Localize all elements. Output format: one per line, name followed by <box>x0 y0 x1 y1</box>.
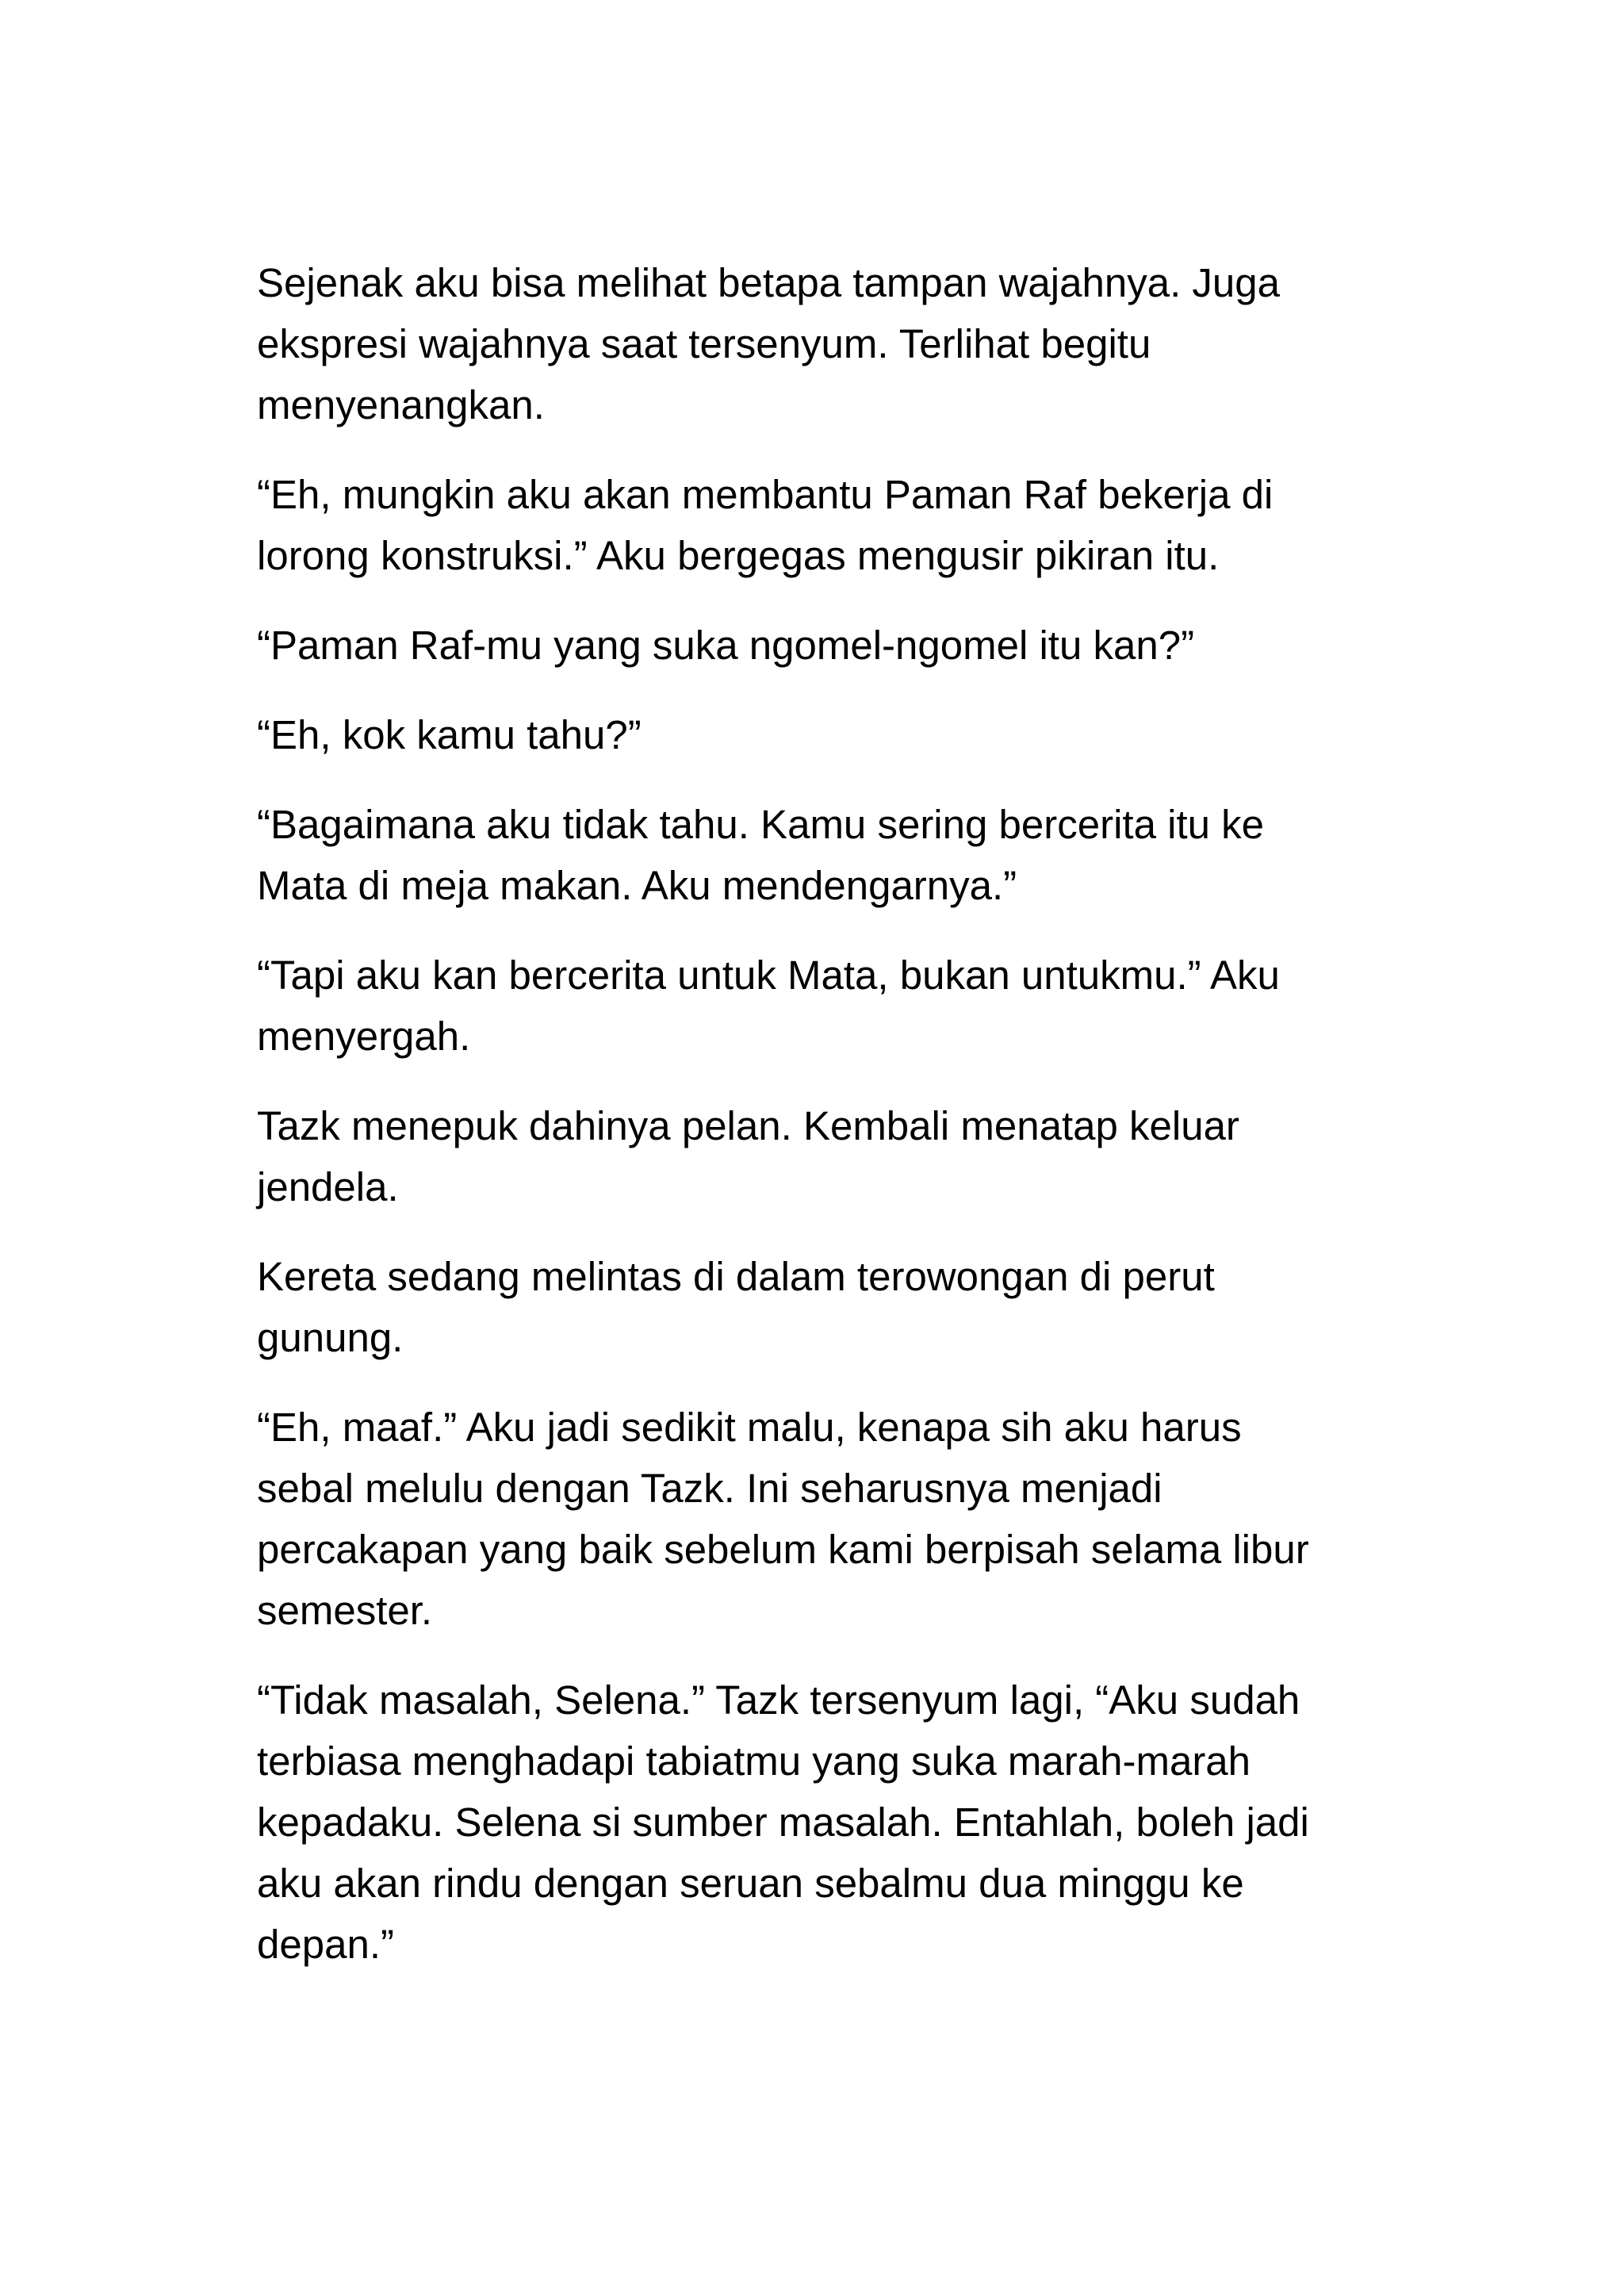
paragraph: “Tapi aku kan bercerita untuk Mata, bukan untukmu.” Aku menyergah. <box>257 953 1280 1059</box>
paragraph: “Eh, mungkin aku akan membantu Paman Raf bekerja di lorong konstruksi.” Aku bergegas mengusir pikiran itu. <box>257 472 1274 578</box>
paragraph: “Eh, kok kamu tahu?” <box>257 712 642 757</box>
paragraph: “Paman Raf-mu yang suka ngomel-ngomel itu kan?” <box>257 623 1195 668</box>
paragraph: Sejenak aku bisa melihat betapa tampan wajahnya. Juga ekspresi wajahnya saat tersenyum. Terlihat begitu menyenangkan. <box>257 260 1281 427</box>
paragraph: “Bagaimana aku tidak tahu. Kamu sering bercerita itu ke Mata di meja makan. Aku mendengarnya.” <box>257 802 1265 908</box>
paragraph: “Tidak masalah, Selena.” Tazk tersenyum lagi, “Aku sudah terbiasa menghadapi tabiatmu yang suka marah-marah kepadaku. Selena si sumber masalah. Entahlah, boleh jadi aku akan rindu dengan seruan sebalmu dua minggu ke depan.” <box>257 1677 1309 1967</box>
body-text <box>257 252 1383 1975</box>
paragraph: Tazk menepuk dahinya pelan. Kembali menatap keluar jendela. <box>257 1103 1239 1209</box>
paragraph: “Eh, maaf.” Aku jadi sedikit malu, kenapa sih aku harus sebal melulu dengan Tazk. Ini seharusnya menjadi percakapan yang baik sebelum kami berpisah selama libur semester. <box>257 1405 1309 1633</box>
paragraph: Kereta sedang melintas di dalam terowongan di perut gunung. <box>257 1254 1215 1360</box>
